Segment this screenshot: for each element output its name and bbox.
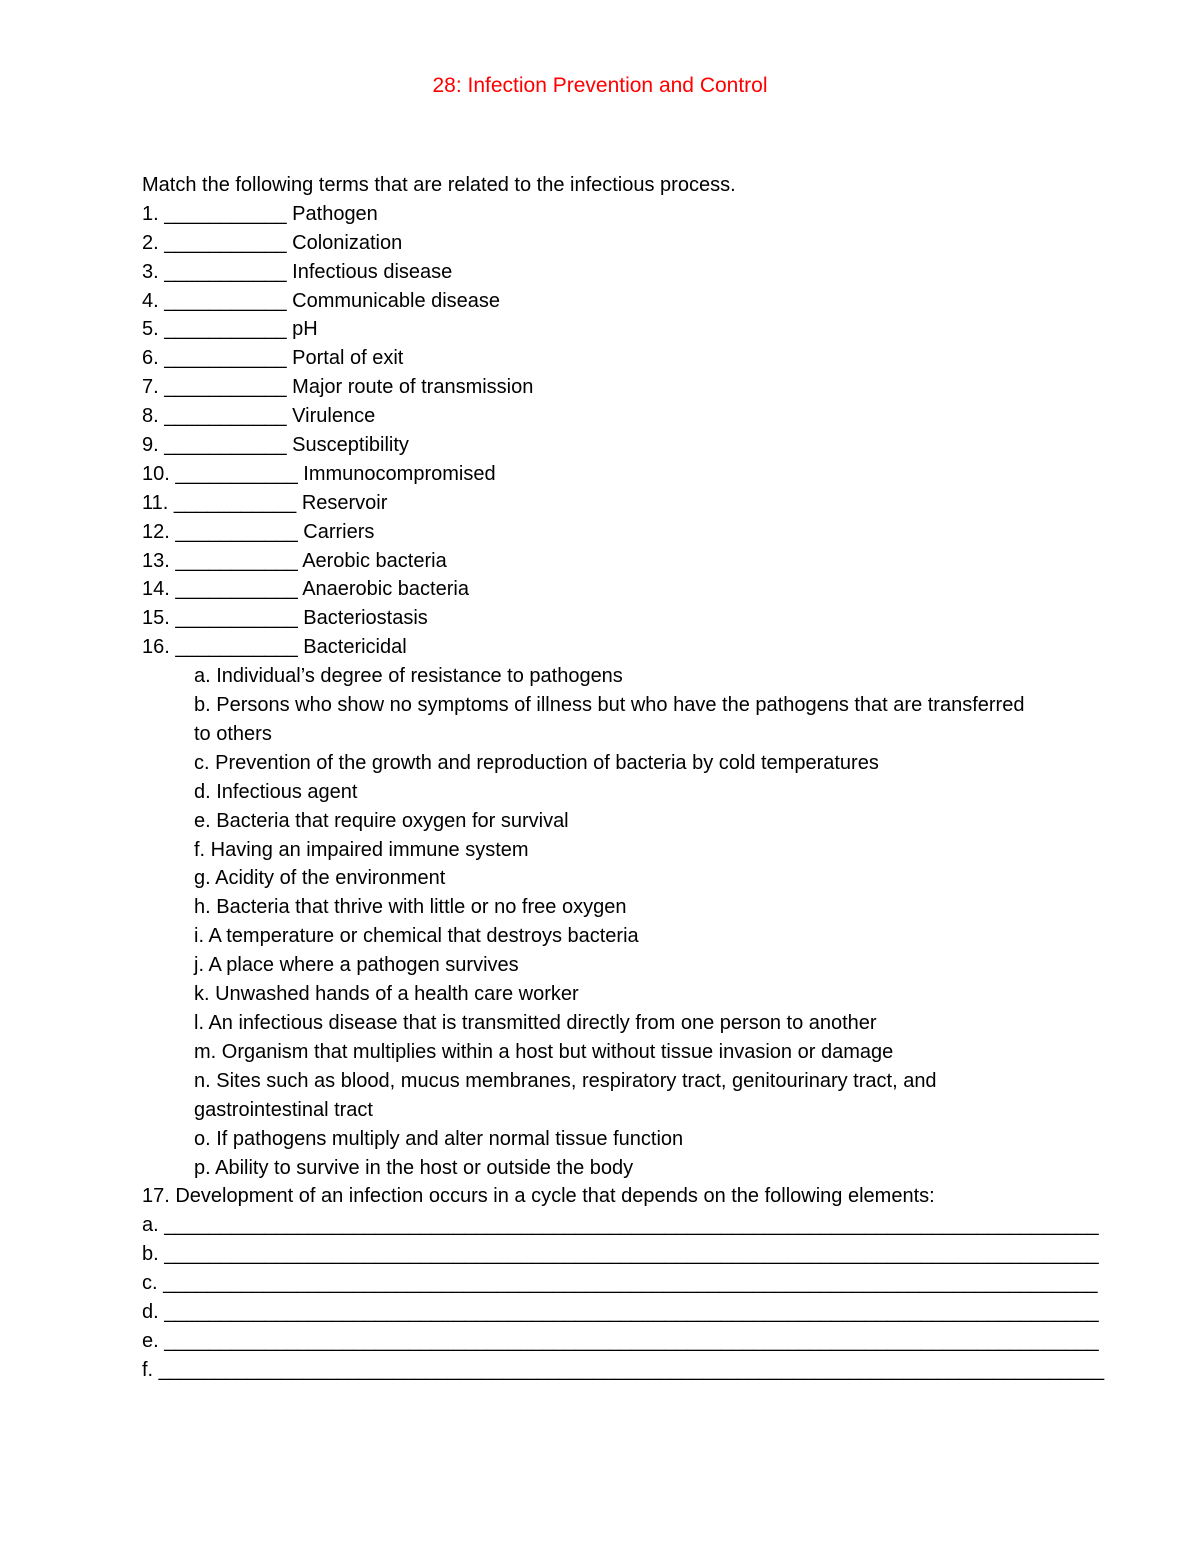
answer-blank[interactable]: ___________ xyxy=(164,260,287,283)
term-number: 16. xyxy=(142,636,170,659)
matching-term-row xyxy=(142,344,1042,373)
answer-blank[interactable]: ___________ xyxy=(175,549,298,572)
term-number: 5. xyxy=(142,318,159,341)
matching-term-row xyxy=(142,402,1042,431)
term-label: Virulence xyxy=(292,405,376,428)
term-number: 11. xyxy=(142,491,169,514)
matching-term-row xyxy=(142,229,1042,258)
matching-term-row xyxy=(142,575,1042,604)
definition-item: f. Having an impaired immune system xyxy=(194,838,529,861)
term-label: Infectious disease xyxy=(292,260,453,283)
answer-line[interactable]: c. ____________________________________________________________________________________ xyxy=(142,1272,1098,1295)
term-label: Reservoir xyxy=(301,491,388,514)
answer-blank[interactable]: ___________ xyxy=(175,636,298,659)
answer-blank[interactable]: ___________ xyxy=(175,520,298,543)
answer-blank[interactable]: ___________ xyxy=(164,434,287,457)
definitions-list xyxy=(142,662,1042,1182)
term-label: Bactericidal xyxy=(303,636,407,659)
definition-item: j. A place where a pathogen survives xyxy=(194,954,519,977)
matching-term-row xyxy=(142,547,1042,576)
answer-blank[interactable]: ___________ xyxy=(164,202,287,225)
matching-term-row xyxy=(142,604,1042,633)
term-label: Colonization xyxy=(292,231,403,254)
question-17: 17. Development of an infection occurs in a cycle that depends on the following elements: xyxy=(142,1185,935,1208)
term-number: 1. xyxy=(142,202,159,225)
matching-term-row xyxy=(142,431,1042,460)
term-number: 4. xyxy=(142,289,159,312)
term-label: Immunocompromised xyxy=(303,462,496,485)
definition-item: m. Organism that multiplies within a host but without tissue invasion or damage xyxy=(194,1040,894,1063)
answer-line[interactable]: f. _____________________________________________________________________________________ xyxy=(142,1358,1105,1381)
instructions: Match the following terms that are related to the infectious process. xyxy=(142,174,736,196)
term-number: 8. xyxy=(142,405,159,428)
term-number: 14. xyxy=(142,578,170,601)
term-label: Aerobic bacteria xyxy=(302,549,447,572)
definition-item: n. Sites such as blood, mucus membranes, respiratory tract, genitourinary tract, and gastrointestinal tract xyxy=(194,1069,937,1121)
answer-blank[interactable]: ___________ xyxy=(175,607,298,630)
term-number: 7. xyxy=(142,376,159,399)
answer-blank[interactable]: ___________ xyxy=(164,318,287,341)
answer-line[interactable]: a. ____________________________________________________________________________________ xyxy=(142,1214,1099,1237)
answer-lines-list xyxy=(142,1211,1105,1384)
answer-blank[interactable]: ___________ xyxy=(164,231,287,254)
definition-item: i. A temperature or chemical that destroys bacteria xyxy=(194,925,639,948)
term-number: 15. xyxy=(142,607,170,630)
definition-item: l. An infectious disease that is transmitted directly from one person to another xyxy=(194,1012,877,1035)
term-number: 13. xyxy=(142,549,170,572)
answer-blank[interactable]: ___________ xyxy=(173,491,297,514)
answer-line[interactable]: b. ____________________________________________________________________________________ xyxy=(142,1243,1099,1266)
term-number: 2. xyxy=(142,231,159,254)
answer-blank[interactable]: ___________ xyxy=(164,347,287,370)
term-number: 6. xyxy=(142,347,159,370)
answer-line[interactable]: e. ____________________________________________________________________________________ xyxy=(142,1329,1099,1352)
term-label: pH xyxy=(292,318,318,341)
term-number: 10. xyxy=(142,462,170,485)
term-number: 12. xyxy=(142,520,170,543)
matching-term-row xyxy=(142,489,1042,518)
answer-blank[interactable]: ___________ xyxy=(175,578,298,601)
matching-terms-list xyxy=(142,200,1042,662)
term-label: Carriers xyxy=(303,520,375,543)
term-label: Anaerobic bacteria xyxy=(302,578,469,601)
answer-blank[interactable]: ___________ xyxy=(175,462,298,485)
term-label: Major route of transmission xyxy=(292,376,534,399)
term-label: Communicable disease xyxy=(292,289,501,312)
matching-term-row xyxy=(142,287,1042,316)
matching-term-row xyxy=(142,460,1042,489)
answer-blank[interactable]: ___________ xyxy=(164,405,287,428)
definition-item: o. If pathogens multiply and alter normal tissue function xyxy=(194,1127,684,1150)
term-label: Susceptibility xyxy=(292,434,409,457)
answer-blank[interactable]: ___________ xyxy=(164,289,287,312)
answer-blank[interactable]: ___________ xyxy=(164,376,287,399)
definition-item: a. Individual’s degree of resistance to pathogens xyxy=(194,665,623,688)
worksheet-content xyxy=(142,171,1105,1385)
matching-term-row xyxy=(142,633,1042,662)
definition-item: b. Persons who show no symptoms of illness but who have the pathogens that are transferred to others xyxy=(194,694,1025,745)
term-label: Pathogen xyxy=(292,202,378,225)
definition-item: k. Unwashed hands of a health care worker xyxy=(194,983,579,1006)
term-number: 9. xyxy=(142,434,159,457)
matching-term-row xyxy=(142,258,1042,287)
definition-item: d. Infectious agent xyxy=(194,780,358,803)
definition-item: c. Prevention of the growth and reproduction of bacteria by cold temperatures xyxy=(194,751,879,774)
definition-item: e. Bacteria that require oxygen for survival xyxy=(194,809,569,832)
matching-term-row xyxy=(142,373,1042,402)
matching-term-row xyxy=(142,315,1042,344)
definition-item: h. Bacteria that thrive with little or no free oxygen xyxy=(194,896,627,919)
definition-item: p. Ability to survive in the host or outside the body xyxy=(194,1156,634,1179)
page-title: 28: Infection Prevention and Control xyxy=(432,74,768,97)
answer-line[interactable]: d. ____________________________________________________________________________________ xyxy=(142,1301,1099,1324)
matching-term-row xyxy=(142,518,1042,547)
term-label: Bacteriostasis xyxy=(303,607,428,630)
matching-term-row xyxy=(142,200,1042,229)
term-number: 3. xyxy=(142,260,159,283)
definition-item: g. Acidity of the environment xyxy=(194,867,446,890)
term-label: Portal of exit xyxy=(292,347,404,370)
